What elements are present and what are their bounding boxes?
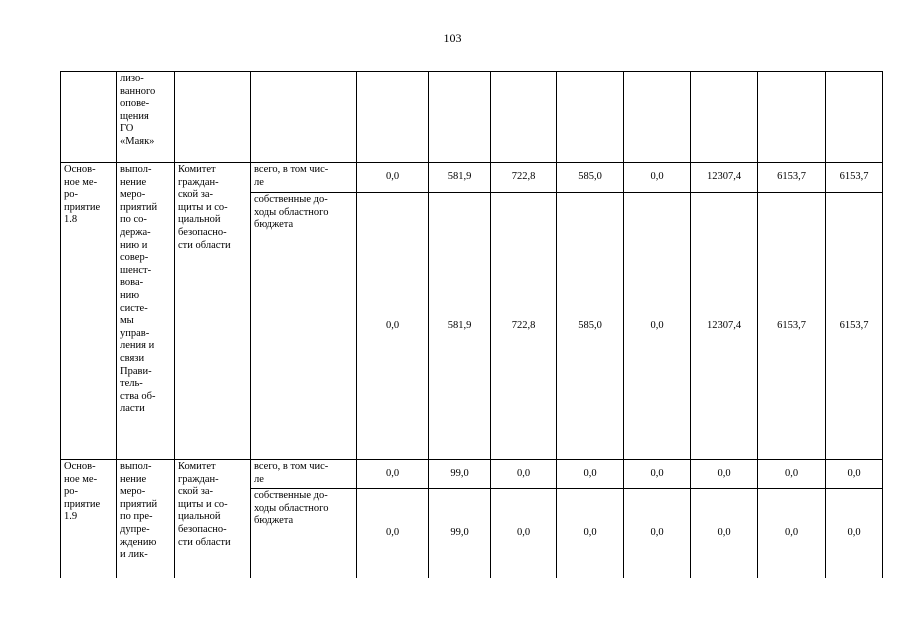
- executor-cell: [175, 72, 251, 163]
- value-cell: 6153,7: [826, 163, 883, 193]
- funding-source-cell: всего, в том чис- ле: [251, 460, 357, 489]
- value-cell: 0,0: [691, 460, 758, 489]
- value-cell: 0,0: [624, 163, 691, 193]
- value-cell: 0,0: [624, 489, 691, 578]
- executor-cell: Комитет граждан- ской за- щиты и со- циальной безопасно- сти области: [175, 460, 251, 578]
- value-cell: 0,0: [557, 489, 624, 578]
- value-cell: 0,0: [691, 489, 758, 578]
- value-cell: [624, 72, 691, 163]
- funding-source-cell: [251, 72, 357, 163]
- value-cell: 0,0: [357, 163, 429, 193]
- value-cell: [691, 72, 758, 163]
- value-cell: 0,0: [826, 460, 883, 489]
- value-cell: 0,0: [357, 460, 429, 489]
- value-cell: 0,0: [491, 489, 557, 578]
- measure-cell: [61, 72, 117, 163]
- measure-cell: Основ- ное ме- ро- приятие 1.8: [61, 163, 117, 460]
- value-cell: 0,0: [357, 193, 429, 460]
- value-cell: 0,0: [624, 460, 691, 489]
- funding-source-cell: всего, в том чис- ле: [251, 163, 357, 193]
- table-row: [61, 72, 883, 163]
- table-row: [61, 460, 883, 489]
- executor-cell: Комитет граждан- ской за- щиты и со- циальной безопасно- сти области: [175, 163, 251, 460]
- value-cell: [826, 72, 883, 163]
- value-cell: 99,0: [429, 460, 491, 489]
- value-cell: 12307,4: [691, 193, 758, 460]
- value-cell: 0,0: [758, 489, 826, 578]
- value-cell: 12307,4: [691, 163, 758, 193]
- value-cell: [429, 72, 491, 163]
- value-cell: 585,0: [557, 163, 624, 193]
- value-cell: [357, 72, 429, 163]
- page-number: 103: [443, 31, 462, 45]
- value-cell: 6153,7: [758, 163, 826, 193]
- budget-table: [60, 71, 883, 578]
- value-cell: 6153,7: [758, 193, 826, 460]
- value-cell: 0,0: [758, 460, 826, 489]
- value-cell: 0,0: [826, 489, 883, 578]
- value-cell: [758, 72, 826, 163]
- value-cell: 581,9: [429, 163, 491, 193]
- measure-cell: Основ- ное ме- ро- приятие 1.9: [61, 460, 117, 578]
- activity-name-cell: выпол- нение меро- приятий по со- держа- нию и совер- шенст- вова- нию систе- мы управ- ления и связи Прави- тель- ства об- ласти: [117, 163, 175, 460]
- funding-source-cell: собственные до- ходы областного бюджета: [251, 193, 357, 460]
- value-cell: 0,0: [491, 460, 557, 489]
- value-cell: 722,8: [491, 193, 557, 460]
- value-cell: 0,0: [357, 489, 429, 578]
- value-cell: 99,0: [429, 489, 491, 578]
- value-cell: 6153,7: [826, 193, 883, 460]
- value-cell: 585,0: [557, 193, 624, 460]
- value-cell: 0,0: [624, 193, 691, 460]
- funding-source-cell: собственные до- ходы областного бюджета: [251, 489, 357, 578]
- value-cell: 0,0: [557, 460, 624, 489]
- value-cell: [491, 72, 557, 163]
- value-cell: 581,9: [429, 193, 491, 460]
- value-cell: [557, 72, 624, 163]
- table-row: [61, 163, 883, 193]
- activity-name-cell: выпол- нение меро- приятий по пре- дупре- ждению и лик-: [117, 460, 175, 578]
- value-cell: 722,8: [491, 163, 557, 193]
- activity-name-cell: лизо- ванного опове- щения ГО «Маяк»: [117, 72, 175, 163]
